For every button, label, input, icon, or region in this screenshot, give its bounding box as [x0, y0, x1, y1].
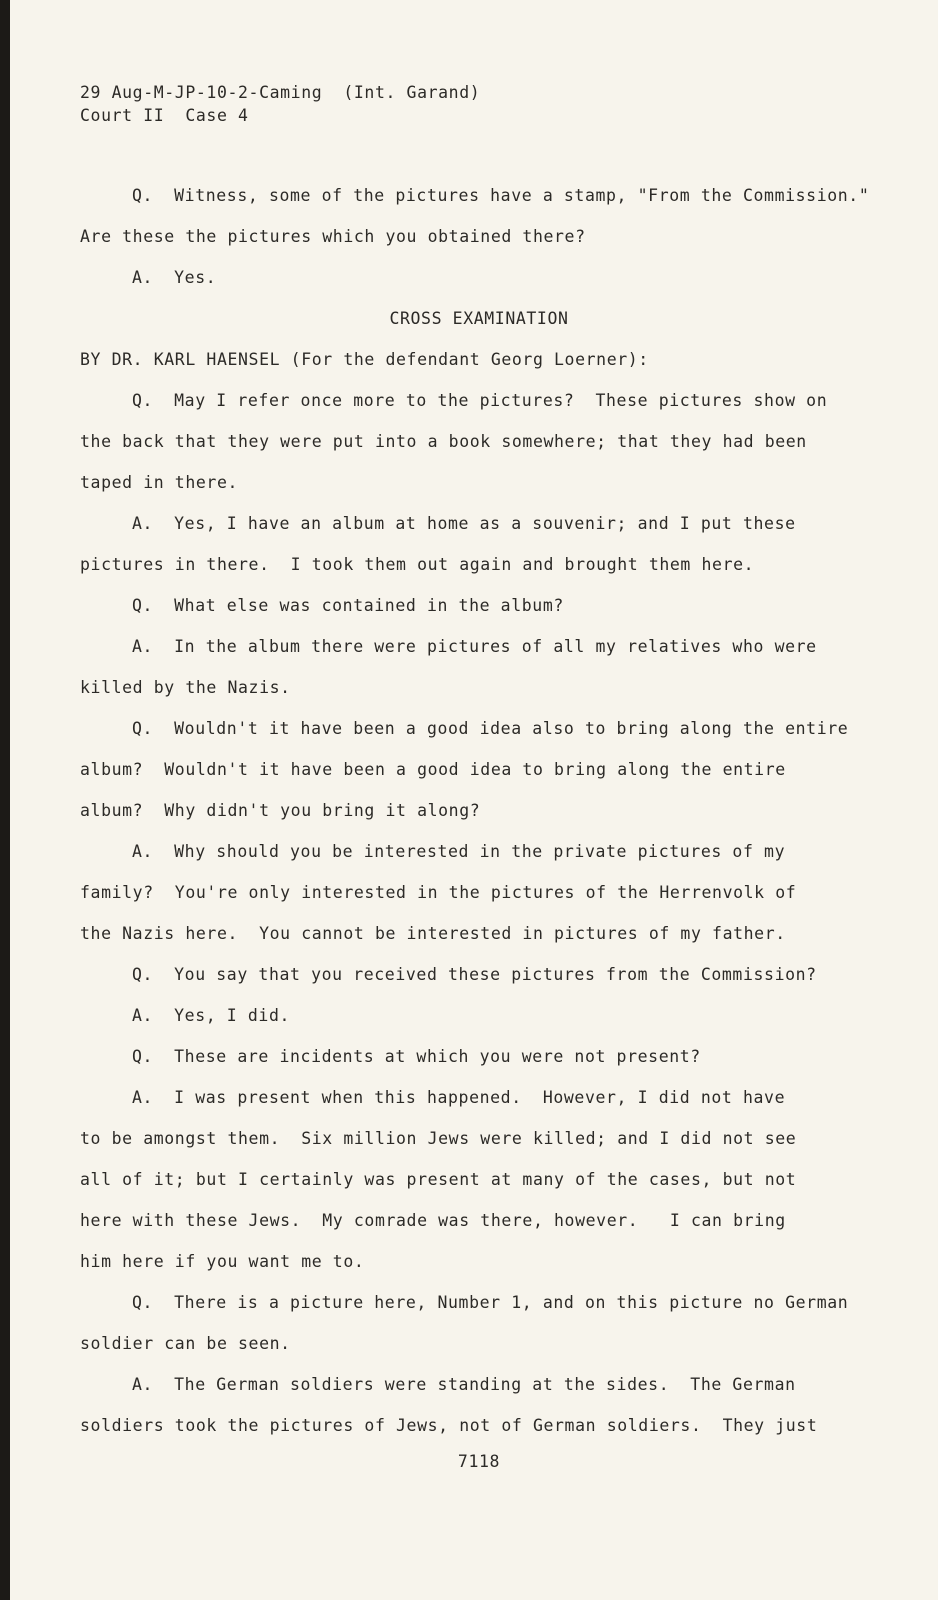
transcript-line: Are these the pictures which you obtained there?	[80, 227, 586, 246]
transcript-line: Q. May I refer once more to the pictures? These pictures show on	[132, 391, 828, 410]
transcript-line: to be amongst them. Six million Jews were killed; and I did not see	[80, 1129, 797, 1148]
header-line-2: Court II Case 4	[80, 106, 249, 125]
transcript-line: family? You're only interested in the pictures of the Herrenvolk of	[80, 883, 797, 902]
transcript-line: Q. Wouldn't it have been a good idea also to bring along the entire	[132, 719, 849, 738]
transcript-line: soldiers took the pictures of Jews, not of German soldiers. They just	[80, 1416, 818, 1435]
transcript-line: album? Wouldn't it have been a good idea to bring along the entire	[80, 760, 786, 779]
transcript-line: A. I was present when this happened. However, I did not have	[132, 1088, 786, 1107]
transcript-line: the Nazis here. You cannot be interested in pictures of my father.	[80, 924, 786, 943]
transcript-line: taped in there.	[80, 473, 239, 492]
transcript-line: Q. What else was contained in the album?	[132, 596, 564, 615]
transcript-line: A. The German soldiers were standing at the sides. The German	[132, 1375, 796, 1394]
transcript-line: A. In the album there were pictures of all my relatives who were	[132, 637, 817, 656]
examiner-line: BY DR. KARL HAENSEL (For the defendant Georg Loerner):	[80, 350, 649, 369]
transcript-line: A. Yes, I have an album at home as a souvenir; and I put these	[132, 514, 796, 533]
transcript-line: A. Why should you be interested in the private pictures of my	[132, 842, 786, 861]
transcript-line: killed by the Nazis.	[80, 678, 291, 697]
transcript-line: Q. These are incidents at which you were not present?	[132, 1047, 701, 1066]
section-heading: CROSS EXAMINATION	[389, 309, 569, 328]
transcript-line: pictures in there. I took them out again and brought them here.	[80, 555, 755, 574]
header-line-1: 29 Aug-M-JP-10-2-Caming (Int. Garand)	[80, 83, 481, 102]
transcript-line: Q. Witness, some of the pictures have a stamp, "From the Commission."	[132, 186, 870, 205]
transcript-line: album? Why didn't you bring it along?	[80, 801, 481, 820]
transcript-line: soldier can be seen.	[80, 1334, 291, 1353]
transcript-line: the back that they were put into a book somewhere; that they had been	[80, 432, 807, 451]
transcript-line: here with these Jews. My comrade was there, however. I can bring	[80, 1211, 786, 1230]
transcript-line: all of it; but I certainly was present at many of the cases, but not	[80, 1170, 797, 1189]
transcript-line: A. Yes, I did.	[132, 1006, 291, 1025]
transcript-line: Q. You say that you received these pictures from the Commission?	[132, 965, 817, 984]
page-number: 7118	[457, 1452, 501, 1471]
transcript-line: A. Yes.	[132, 268, 217, 287]
transcript-line: him here if you want me to.	[80, 1252, 365, 1271]
transcript-line: Q. There is a picture here, Number 1, and on this picture no German	[132, 1293, 849, 1312]
